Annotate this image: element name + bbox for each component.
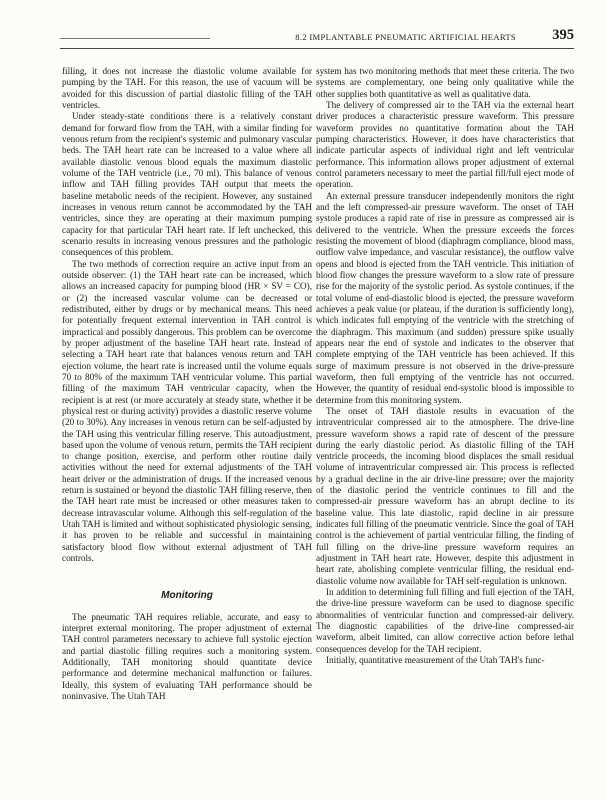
- paragraph: system has two monitoring methods that meet these criteria. The two systems are complementary, one being only qualitative while the other supplies both quantitative as well as qualitative data.: [316, 66, 574, 99]
- right-column: [316, 66, 574, 666]
- page-header: [60, 28, 574, 49]
- paragraph: filling, it does not increase the diastolic volume available for pumping by the TAH. For this reason, the use of vacuum will be avoided for this discussion of partial diastolic filling of the TAH ventricles.: [62, 66, 312, 110]
- paragraph: In addition to determining full filling and full ejection of the TAH, the drive-line pressure waveform can be used to diagnose specific abnormalities of ventricular function and compressed-air delivery. The diagnostic capabilities of the drive-line compressed-air waveform, albeit limited, can allow corrective action before lethal consequences develop for the TAH recipient.: [316, 587, 574, 654]
- paragraph: The pneumatic TAH requires reliable, accurate, and easy to interpret external monitoring. The proper adjustment of external TAH control parameters necessary to achieve full systolic ejection and partial diastolic filling requires such a monitoring system. Additionally, TAH monitoring should quantitate device performance and determine mechanical malfunction or failures. Ideally, this system of evaluating TAH performance should be noninvasive. The Utah TAH: [62, 611, 312, 702]
- paragraph: The delivery of compressed air to the TAH via the external heart driver produces a characteristic pressure waveform. This pressure waveform provides no quantitative formation about the TAH pumping characteristics. However, it does have characteristics that indicate particular aspects of individual right and left ventricular performance. This information allows proper adjustment of external control parameters necessary to meet the partial fill/full eject mode of operation.: [316, 99, 574, 190]
- paragraph: Under steady-state conditions there is a relatively constant demand for forward flow from the TAH, with a similar finding for venous return from the recipient's systemic and pulmonary vascular beds. The TAH heart rate can be increased to a value where all available diastolic venous blood equals the maximum diastolic volume of the TAH ventricle (i.e., 70 ml). This balance of venous inflow and TAH filling provides TAH output that meets the baseline metabolic needs of the recipient. However, any sustained increases in venous return cannot be accommodated by the TAH ventricles, since they are operating at their maximum pumping capacity for that particular TAH heart rate. If left unchecked, this scenario results in increasing venous pressures and the pathologic consequences of this problem.: [62, 111, 312, 258]
- left-column: [62, 66, 312, 702]
- paragraph: Initially, quantitative measurement of the Utah TAH's func-: [326, 655, 545, 666]
- running-head: 8.2 IMPLANTABLE PNEUMATIC ARTIFICIAL HEARTS: [295, 32, 516, 42]
- section-heading: Monitoring: [161, 590, 213, 602]
- header-rule: [60, 38, 210, 39]
- paragraph: The onset of TAH diastole results in evacuation of the intraventricular compressed air to the atmosphere. The drive-line pressure waveform shows a rapid rate of descent of the pressure during the early diastolic period. As diastolic filling of the TAH ventricle proceeds, the incoming blood displaces the small residual volume of intraventricular compressed air. This process is reflected by a gradual decline in the air drive-line pressure; over the majority of the diastolic period the ventricle continues to fill and the compressed-air pressure waveform has an abrupt decline to its baseline value. This late diastolic, rapid decline in air pressure indicates full filling of the pneumatic ventricle. Since the goal of TAH control is the achievement of partial ventricular filling, the finding of full filling on the drive-line pressure waveform requires an adjustment in TAH heart rate. However, despite this adjustment in heart rate, abolishing complete ventricular filling, the residual end-diastolic volume now available for TAH self-regulation is unknown.: [316, 405, 574, 586]
- paragraph: The two methods of correction require an active input from an outside observer: (1) the TAH heart rate can be increased, which allows an increased capacity for pumping blood (HR × SV = CO), or (2) the increased vascular volume can be decreased or redistributed, either by drugs or by mechanical means. This need for potentially frequent external intervention in TAH control is impractical and possibly dangerous. This problem can be overcome by proper adjustment of the baseline TAH heart rate. Instead of selecting a TAH heart rate that balances venous return and TAH ejection volume, the heart rate is increased until the volume equals 70 to 80% of the maximum TAH ventricular volume. This partial filling of the maximum TAH ventricular capacity, when the recipient is at rest (or more accurately at steady state, whether it be physical rest or during activity) provides a diastolic reserve volume (20 to 30%). Any increases in venous return can be self-adjusted by the TAH using this ventricular filling reserve. This autoadjustment, based upon the volume of venous return, permits the TAH recipient to change position, exercise, and perform other routine daily activities without the need for external adjustments of the TAH heart driver or the administration of drugs. If the increased venous return is sustained or beyond the diastolic TAH filling reserve, then the TAH heart rate must be increased or other measures taken to decrease intravascular volume. Although this self-regulation of the Utah TAH is limited and without sophisticated physiologic sensing, it has proven to be reliable and successful in maintaining satisfactory blood flow without external adjustment of TAH controls.: [62, 258, 312, 564]
- paragraph: An external pressure transducer independently monitors the right and the left compressed-air pressure waveform. The onset of TAH systole produces a rapid rate of rise in pressure as compressed air is delivered to the ventricle. When the pressure exceeds the forces resisting the movement of blood (diaphragm compliance, blood mass, outflow valve impedance, and vascular resistance), the outflow valve opens and blood is ejected from the TAH ventricle. This initiation of blood flow changes the pressure waveform to a slow rate of pressure rise for the majority of the systolic period. As systole continues, if the total volume of end-diastolic blood is ejected, the pressure waveform achieves a peak value (or plateau, if the duration is sufficiently long), which indicates full emptying of the ventricle with the stretching of the diaphragm. This maximum (and sudden) pressure spike usually appears near the end of systole and indicates to the observer that complete emptying of the TAH ventricle has been achieved. If this surge of maximum pressure is not observed in the drive-pressure waveform, then full emptying of the ventricle has not occurred. However, the quantity of residual end-systolic blood is impossible to determine from this monitoring system.: [316, 190, 574, 405]
- page-number: 395: [552, 27, 574, 43]
